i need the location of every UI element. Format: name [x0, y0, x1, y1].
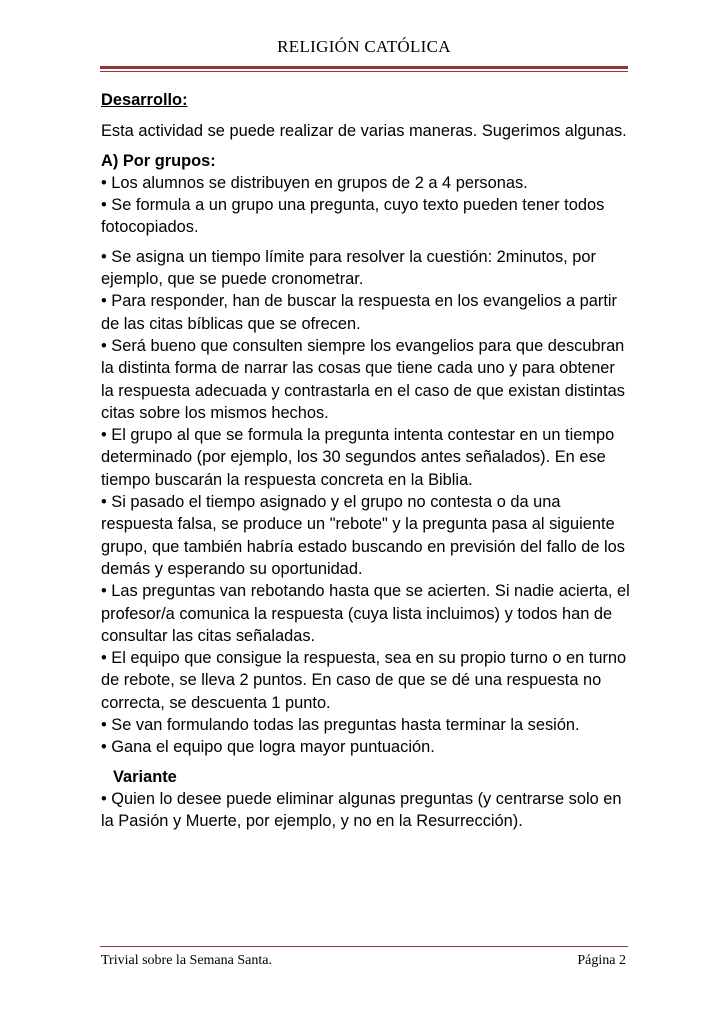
bullet-item: • Se van formulando todas las preguntas hasta terminar la sesión.	[101, 716, 580, 735]
page-header-title: RELIGIÓN CATÓLICA	[277, 37, 451, 56]
variant-text: • Quien lo desee puede eliminar algunas preguntas (y centrarse solo en la Pasión y Muerte, por ejemplo, y no en la Resurrección).	[101, 789, 622, 831]
header-rule-thin	[100, 71, 628, 72]
bullet-item: • El grupo al que se formula la pregunta intenta contestar en un tiempo determinado (por ejemplo, los 30 segundos antes señalados). En ese tiempo buscarán la respuesta concreta en la Biblia.	[101, 426, 615, 489]
bullet-item: • Los alumnos se distribuyen en grupos de 2 a 4 personas.	[101, 173, 528, 192]
footer-document-title: Trivial sobre la Semana Santa.	[101, 953, 272, 968]
footer-page-number: Página 2	[577, 953, 626, 968]
bullet-item: • El equipo que consigue la respuesta, sea en su propio turno o en turno de rebote, se lleva 2 puntos. En caso de que se dé una respuesta no correcta, se descuenta 1 punto.	[101, 649, 627, 712]
variant-title: Variante	[113, 767, 177, 786]
bullet-item: • Se formula a un grupo una pregunta, cuyo texto pueden tener todos fotocopiados.	[101, 196, 605, 237]
bullet-item: • Si pasado el tiempo asignado y el grupo no contesta o da una respuesta falsa, se produce un "rebote" y la pregunta pasa al siguiente grupo, que también habría estado buscando en previsión del fallo de los demás y esperando su oportunidad.	[101, 493, 625, 578]
bullet-item: • Será bueno que consulten siempre los evangelios para que descubran la distinta forma de narrar las cosas que tiene cada uno y para obtener la respuesta adecuada y contrastarla en el caso de que existan distintas citas sobre los mismos hechos.	[101, 336, 625, 422]
intro-paragraph: Esta actividad se puede realizar de varias maneras. Sugerimos algunas.	[101, 122, 627, 141]
bullet-item: • Para responder, han de buscar la respuesta en los evangelios a partir de las citas bíblicas que se ofrecen.	[101, 292, 617, 333]
subsection-title: A) Por grupos:	[101, 151, 216, 170]
bullet-item: • Se asigna un tiempo límite para resolver la cuestión: 2minutos, por ejemplo, que se puede cronometrar.	[101, 247, 596, 289]
document-body	[101, 89, 631, 833]
bullet-item: • Gana el equipo que logra mayor puntuación.	[101, 738, 435, 757]
footer-rule	[100, 946, 628, 947]
bullet-item: • Las preguntas van rebotando hasta que se acierten. Si nadie acierta, el profesor/a comunica la respuesta (cuya lista incluimos) y todos han de consultar las citas señaladas.	[101, 582, 630, 645]
header-rule-thick	[100, 66, 628, 69]
section-title: Desarrollo:	[101, 91, 188, 109]
